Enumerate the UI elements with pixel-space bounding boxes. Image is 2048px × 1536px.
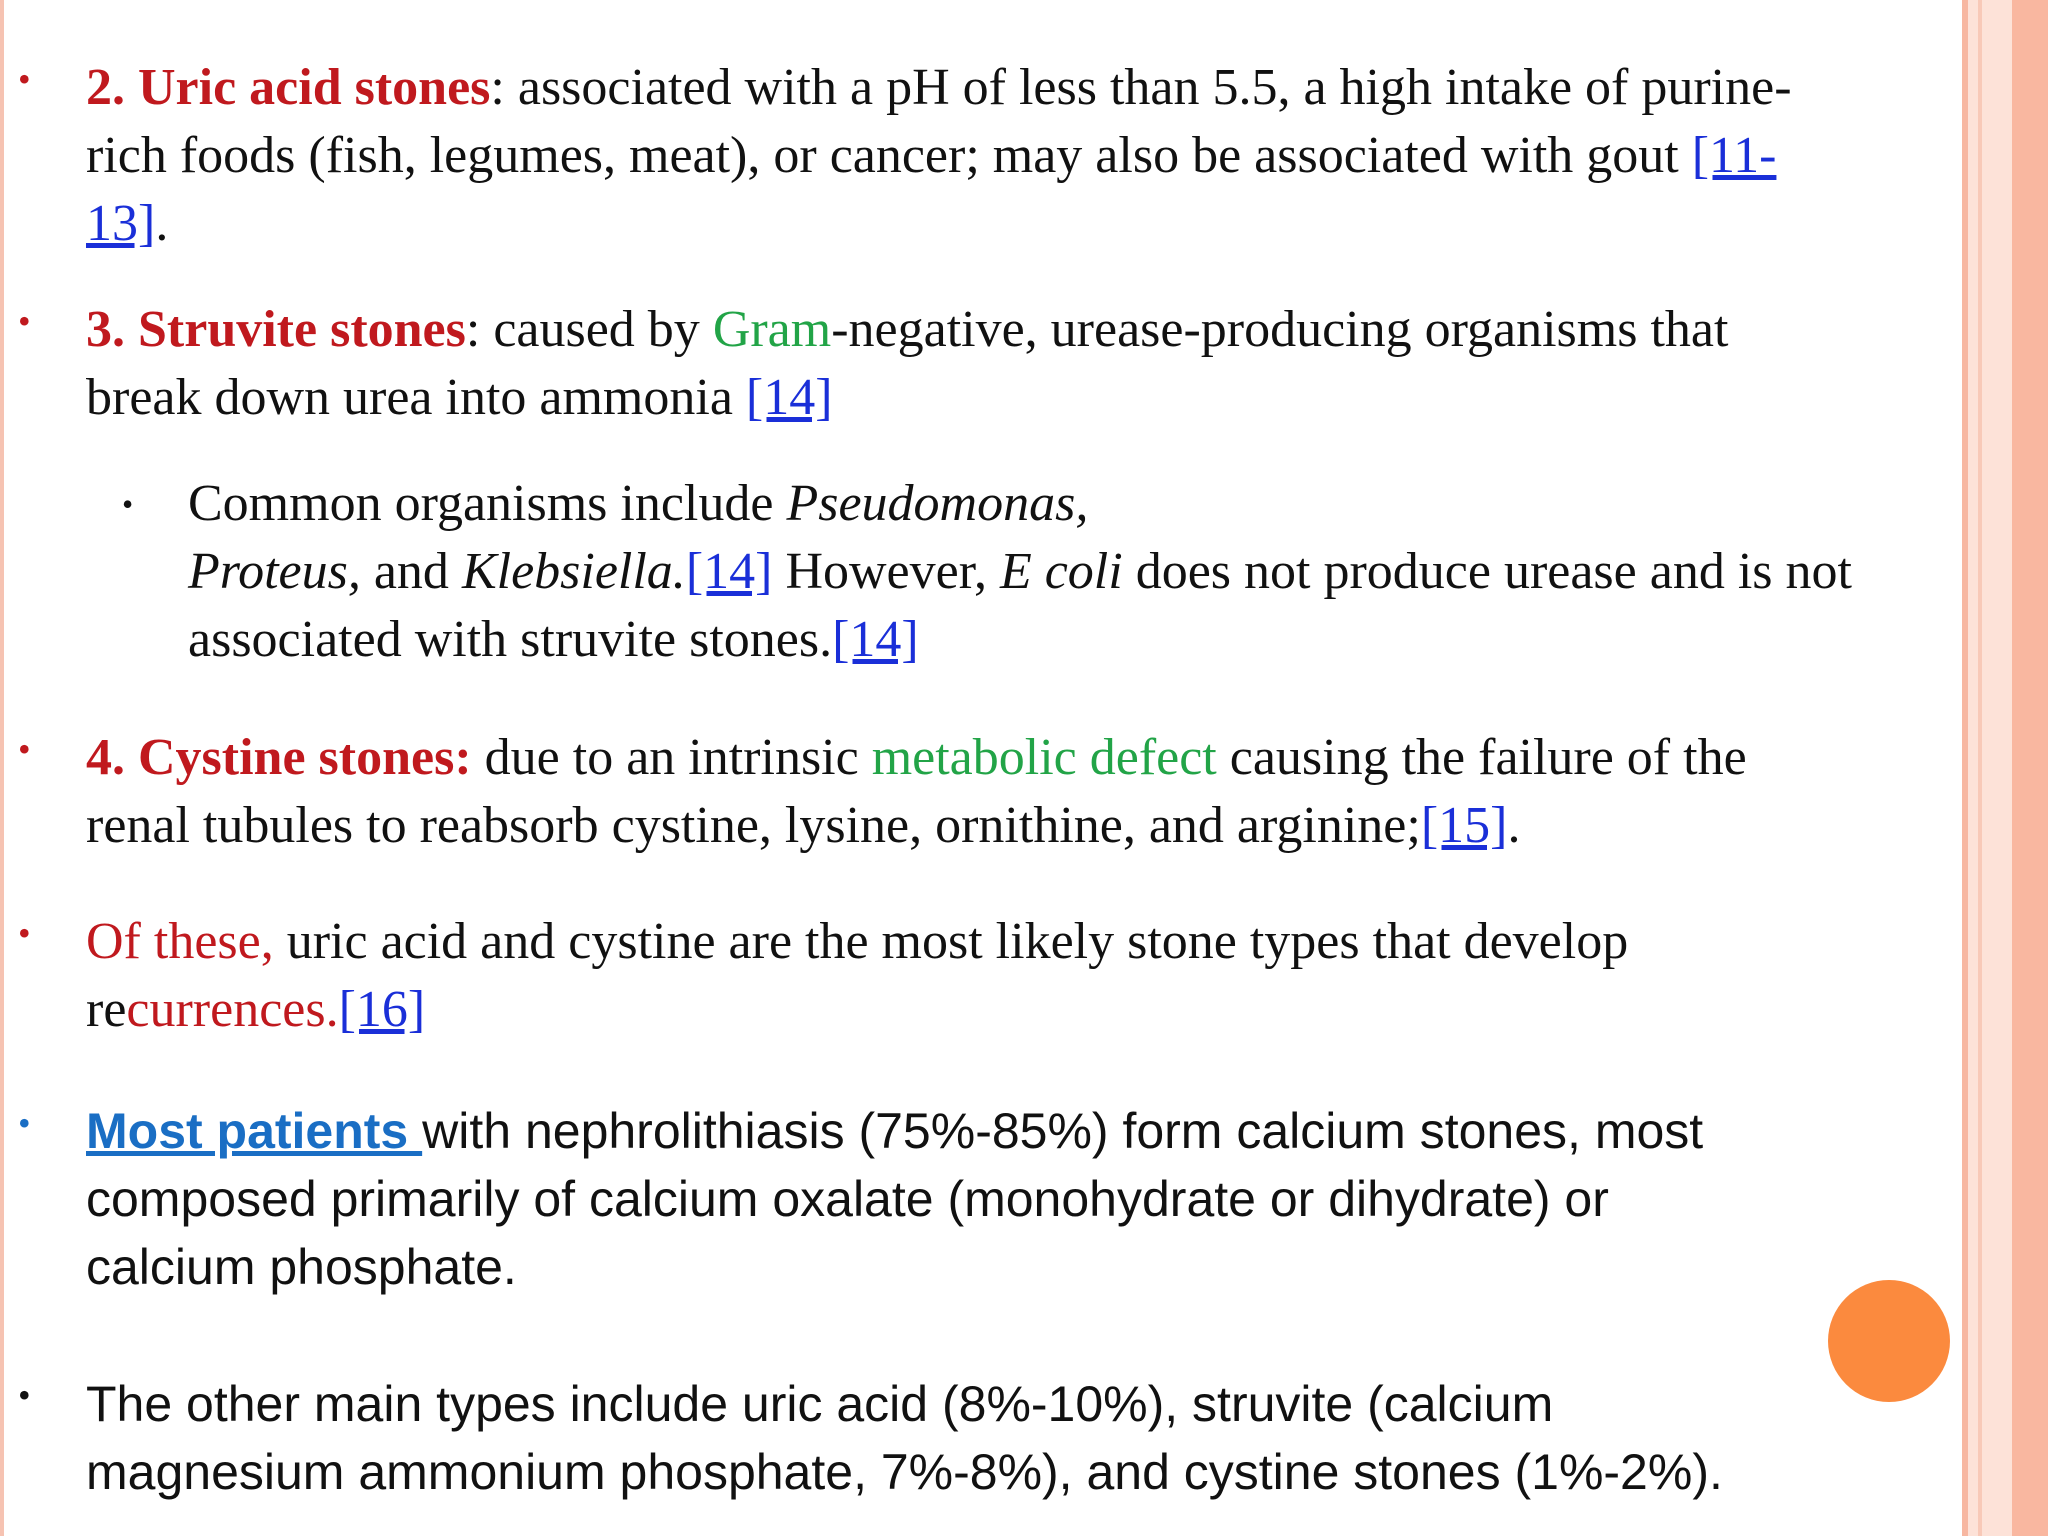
sub-bullet-dot: • xyxy=(122,486,134,522)
organism-pseudomonas: Pseudomonas, xyxy=(786,475,1089,532)
organisms-and: and xyxy=(360,543,462,600)
struvite-line2-text: break down urea into ammonia xyxy=(86,369,746,426)
other-line-1 xyxy=(86,1370,1723,1438)
uric-end: . xyxy=(155,195,169,252)
most-line2-text: composed primarily of calcium oxalate (monohydrate or dihydrate) or xyxy=(86,1171,1609,1227)
these-line-2 xyxy=(86,976,1628,1044)
other-line2-text: magnesium ammonium phosphate, 7%-8%), and cystine stones (1%-2%). xyxy=(86,1444,1723,1500)
uric-acid-text xyxy=(86,54,1792,258)
organisms-line-1 xyxy=(188,470,1852,538)
organisms-line-3 xyxy=(188,606,1852,674)
these-line-1 xyxy=(86,908,1628,976)
cystine-line-2 xyxy=(86,792,1747,860)
bullet-dot: • xyxy=(18,913,31,953)
struvite-gram: Gram xyxy=(712,301,832,358)
uric-line-3 xyxy=(86,190,1792,258)
organisms-line-2 xyxy=(188,538,1852,606)
uric-ref-link-part1[interactable]: [11- xyxy=(1691,127,1777,184)
uric-line2-text: rich foods (fish, legumes, meat), or cancer; may also be associated with gout xyxy=(86,127,1692,184)
cystine-line2-text: renal tubules to reabsorb cystine, lysine, ornithine, and arginine; xyxy=(86,797,1421,854)
organisms-line3-text: associated with struvite stones. xyxy=(188,611,833,668)
most-line-2 xyxy=(86,1165,1703,1233)
struvite-text xyxy=(86,296,1728,432)
most-patients-link[interactable]: Most patients xyxy=(86,1103,423,1159)
these-line2-pre: re xyxy=(86,981,127,1038)
organisms-ref-link-1[interactable]: [14] xyxy=(685,543,773,600)
organisms-line1-text: Common organisms include xyxy=(188,475,787,532)
organisms-text xyxy=(188,470,1852,674)
most-line-1 xyxy=(86,1097,1703,1165)
cystine-heading: 4. Cystine stones: xyxy=(86,729,472,786)
cystine-text xyxy=(86,724,1747,860)
struvite-heading: 3. Struvite stones xyxy=(86,301,466,358)
most-line-3 xyxy=(86,1233,1703,1301)
these-ref-link[interactable]: [16] xyxy=(338,981,426,1038)
uric-colon: : xyxy=(490,59,505,116)
uric-ref-link-part2[interactable]: 13] xyxy=(86,195,156,252)
bullet-dot: • xyxy=(18,59,31,99)
organism-ecoli: E coli xyxy=(999,543,1123,600)
struvite-line1-pre: caused by xyxy=(480,301,713,358)
most-line3-text: calcium phosphate. xyxy=(86,1239,517,1295)
struvite-line-2 xyxy=(86,364,1728,432)
cystine-end: . xyxy=(1507,797,1521,854)
cystine-line1-post: causing the failure of the xyxy=(1216,729,1747,786)
cystine-metabolic-defect: metabolic defect xyxy=(871,729,1217,786)
cystine-ref-link[interactable]: [15] xyxy=(1420,797,1508,854)
organisms-however: However, xyxy=(772,543,1000,600)
bullet-dot: • xyxy=(18,1375,31,1415)
cystine-line-1 xyxy=(86,724,1747,792)
other-types-text xyxy=(86,1370,1723,1506)
organism-klebsiella: Klebsiella. xyxy=(461,543,686,600)
these-lead: Of these, xyxy=(86,913,274,970)
most-patients-text xyxy=(86,1097,1703,1301)
bullet-dot: • xyxy=(18,729,31,769)
organisms-ref-link-2[interactable]: [14] xyxy=(832,611,919,668)
these-line2-red: currences. xyxy=(126,981,339,1038)
bullet-dot: • xyxy=(18,1103,31,1143)
organisms-line2-post: does not produce urease and is not xyxy=(1122,543,1852,600)
uric-line-2 xyxy=(86,122,1792,190)
struvite-line1-post: -negative, urease-producing organisms that xyxy=(831,301,1729,358)
most-line1-text: with nephrolithiasis (75%-85%) form calcium stones, most xyxy=(422,1103,1704,1159)
struvite-colon: : xyxy=(465,301,481,358)
cystine-line1-pre: due to an intrinsic xyxy=(471,729,872,786)
struvite-line-1 xyxy=(86,296,1728,364)
other-line1-text: The other main types include uric acid (8%-10%), struvite (calcium xyxy=(86,1376,1554,1432)
bullet-dot: • xyxy=(18,301,31,341)
these-line1-text: uric acid and cystine are the most likely stone types that develop xyxy=(273,913,1629,970)
uric-line1-text: associated with a pH of less than 5.5, a high intake of purine- xyxy=(504,59,1792,116)
struvite-ref-link[interactable]: [14] xyxy=(745,369,833,426)
other-line-2 xyxy=(86,1438,1723,1506)
these-text xyxy=(86,908,1628,1044)
uric-line-1 xyxy=(86,54,1792,122)
uric-heading: 2. Uric acid stones xyxy=(86,59,491,116)
organism-proteus: Proteus, xyxy=(188,543,361,600)
